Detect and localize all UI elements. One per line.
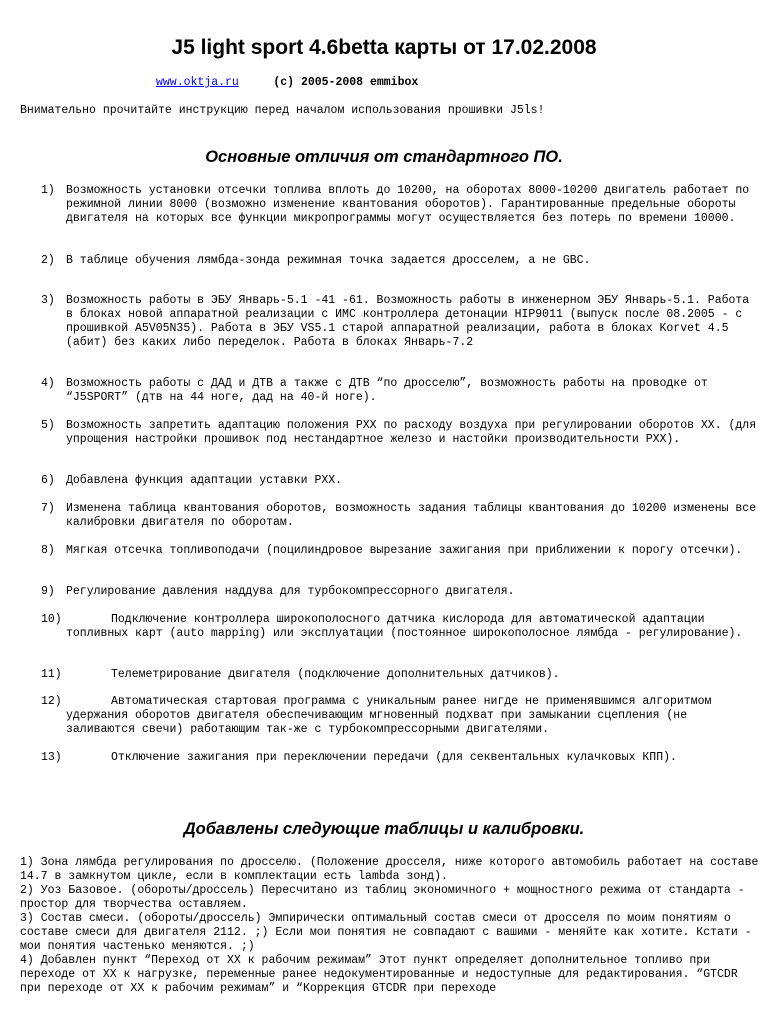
item-text: Возможность запретить адаптацию положения РХХ по расходу воздуха при регулировании оборотов ХХ. (для упрощения настройки прошивок под нестандартное железо и настойки производительности РХХ). bbox=[66, 419, 757, 446]
item-number: 2) bbox=[41, 254, 55, 267]
list-item bbox=[41, 544, 761, 558]
calibration-paragraph: 2) Уоз Базовое. (обороты/дроссель) Пересчитано из таблиц экономичного + мощностного режима от стандарта - простор для творчества оставляем. bbox=[20, 884, 745, 911]
document-title: J5 light sport 4.6betta карты от 17.02.2008 bbox=[171, 36, 597, 59]
item-number: 4) bbox=[41, 377, 55, 390]
item-text: Мягкая отсечка топливоподачи (поцилиндровое вырезание зажигания при приближении к порогу отсечки). bbox=[66, 544, 743, 557]
item-number: 1) bbox=[41, 184, 55, 197]
item-number: 12) bbox=[41, 695, 62, 708]
list-item bbox=[41, 377, 761, 405]
list-item bbox=[41, 585, 761, 599]
item-number: 6) bbox=[41, 474, 55, 487]
item-text: Автоматическая стартовая программа с уникальным ранее нигде не применявшимся алгоритмом удержания оборотов двигателя обеспечивающим мгновенный подхват при замыкании сцепления (не заливаются свечи) работающим так-же с турбокомпрессорными двигателями. bbox=[66, 695, 712, 736]
item-number: 3) bbox=[41, 294, 55, 307]
section2-heading: Добавлены следующие таблицы и калибровки. bbox=[183, 820, 585, 838]
list-item bbox=[41, 294, 761, 350]
calibration-paragraph: 1) Зона лямбда регулирования по дросселю. (Положение дросселя, ниже которого автомобиль работает на составе 14.7 в замкнутом цикле, если в комплектации есть lambda зонд). bbox=[20, 856, 759, 883]
list-item bbox=[41, 474, 761, 488]
list-item bbox=[41, 419, 761, 447]
item-number: 9) bbox=[41, 585, 55, 598]
item-text: Возможность работы с ДАД и ДТВ а также с ДТВ “по дросселю”, возможность работы на проводке от “J5SPORT” (дтв на 44 ноге, дад на 40-й ноге). bbox=[66, 377, 708, 404]
list-item bbox=[41, 613, 761, 641]
item-text: Отключение зажигания при переключении передачи (для секвентальных кулачковых КПП). bbox=[111, 751, 677, 764]
item-text: Изменена таблица квантования оборотов, возможность задания таблицы квантования до 10200 изменены все калибровки двигателя по оборотам. bbox=[66, 502, 757, 529]
item-text: Телеметрирование двигателя (подключение дополнительных датчиков). bbox=[111, 668, 560, 681]
item-number: 13) bbox=[41, 751, 62, 764]
item-text: В таблице обучения лямбда-зонда режимная точка задается дросселем, а не GBC. bbox=[66, 254, 591, 267]
list-item bbox=[41, 184, 761, 226]
list-item bbox=[41, 502, 761, 530]
item-text: Подключение контроллера широкополосного датчика кислорода для автоматической адаптации топливных карт (auto mapping) или эксплуатации (постоянное широкополосное лямбда - регулирование). bbox=[66, 613, 743, 640]
list-item bbox=[41, 668, 761, 682]
list-item bbox=[41, 751, 761, 765]
item-text: Регулирование давления наддува для турбокомпрессорного двигателя. bbox=[66, 585, 515, 598]
item-number: 11) bbox=[41, 668, 62, 681]
copyright: (c) 2005-2008 emmibox bbox=[273, 76, 419, 89]
list-item bbox=[41, 254, 761, 268]
calibration-paragraph: 4) Добавлен пункт “Переход от ХХ к рабочим режимам” Этот пункт определяет дополнительное топливо при переходе от ХХ к нагрузке, переменные ранее недокументированные и недоступные для редактирования. “GTCDR при переходе от ХХ к рабочим режимам” и “Коррекция GTCDR при переходе bbox=[20, 954, 738, 995]
calibration-paragraph: 3) Состав смеси. (обороты/дроссель) Эмпирически оптимальный состав смеси от дросселя по моим понятиям о составе смеси для двигателя 2112. ;) Если мои понятия не совпадают с вашими - меняйте как хотите. Кстати - мои понятия частенько меняются. ;) bbox=[20, 912, 752, 953]
item-number: 8) bbox=[41, 544, 55, 557]
intro-text: Внимательно прочитайте инструкцию перед началом использования прошивки J5ls! bbox=[20, 104, 545, 117]
list-item bbox=[41, 695, 761, 737]
item-text: Добавлена функция адаптации уставки РХХ. bbox=[66, 474, 343, 487]
item-number: 5) bbox=[41, 419, 55, 432]
header-meta bbox=[156, 76, 418, 89]
item-number: 7) bbox=[41, 502, 55, 515]
item-number: 10) bbox=[41, 613, 62, 626]
site-link[interactable]: www.oktja.ru bbox=[156, 76, 239, 89]
item-text: Возможность работы в ЭБУ Январь-5.1 -41 -61. Возможность работы в инженерном ЭБУ Январь-5.1. Работа в блоках новой аппаратной реализации с ИМС контроллера детонации HIP9011 (выпуск после 08.2005 - с прошивкой A5V05N35). Работа в ЭБУ VS5.1 старой аппаратной реализации, работа в блоках Korvet 4.5 (абит) без каких либо переделок. Работа в блоках Январь-7.2 bbox=[66, 294, 750, 349]
section1-heading: Основные отличия от стандартного ПО. bbox=[205, 148, 563, 166]
item-text: Возможность установки отсечки топлива вплоть до 10200, на оборотах 8000-10200 двигатель работает по режимной линии 8000 (возможно изменение квантования оборотов). Гарантированные предельные обороты двигателя на которых все функции микропрограммы могут осуществляется без потерь по времени 10000. bbox=[66, 184, 750, 225]
